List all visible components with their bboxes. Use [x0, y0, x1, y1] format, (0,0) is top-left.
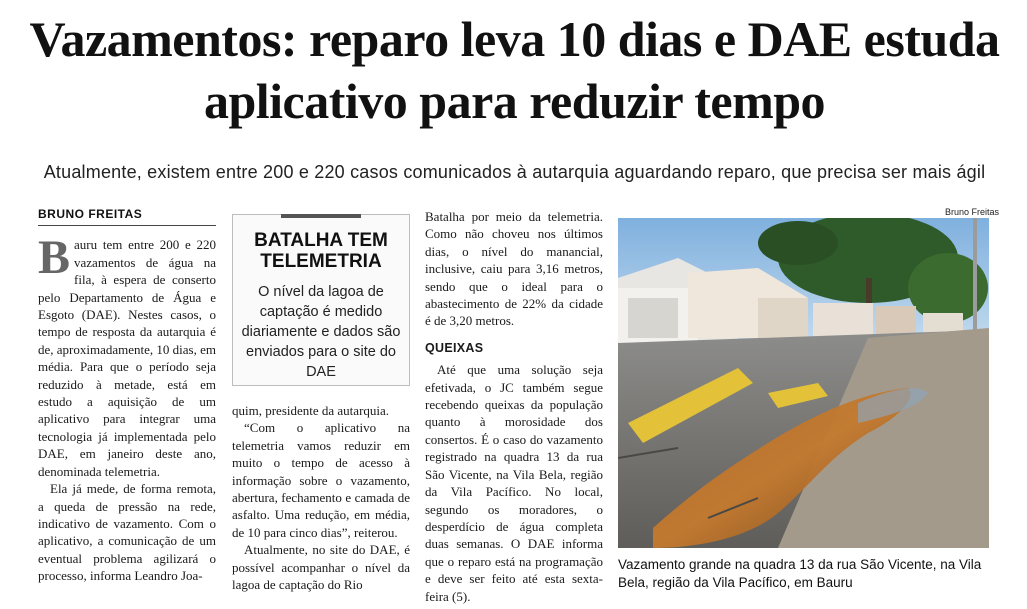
box-top-bar — [281, 214, 361, 218]
drop-cap: B — [38, 231, 71, 285]
article-column-2 — [232, 402, 410, 593]
byline: BRUNO FREITAS — [38, 206, 216, 226]
article-column-1 — [38, 206, 216, 585]
article-photo — [618, 218, 989, 548]
paragraph: Ela já mede, de forma remota, a queda de pressão na rede, indicativo de vazamento. Com o aplicativo, a comunicação de um eventual problema agilizará o processo, informa Leandro Joa- — [38, 481, 216, 584]
paragraph: Batalha por meio da telemetria. Como não choveu nos últimos dias, o nível do manancial, inclusive, caiu para 3,16 metros, sendo que o ideal para o abastecimento de 22% da cidade é de 3,20 metros. — [425, 209, 603, 329]
photo-caption: Vazamento grande na quadra 13 da rua São Vicente, na Vila Bela, região da Vila Pacífico, em Bauru — [618, 557, 982, 590]
section-heading: QUEIXAS — [425, 340, 484, 355]
headline: Vazamentos: reparo leva 10 dias e DAE estuda aplicativo para reduzir tempo — [29, 11, 1000, 129]
sidebar-box — [232, 214, 410, 386]
photo-credit: Bruno Freitas — [945, 207, 1000, 217]
street-leak-illustration — [618, 218, 989, 548]
paragraph: Até que uma solução seja efetivada, o JC também segue recebendo queixas da população quanto à morosidade dos consertos. É o caso do vazamento registrado na quadra 13 da rua São Vicente, na Vila Bela, região da Vila Pacífico. No local, segundo os moradores, o desperdício de água completa duas semanas. O DAE informa que o reparo está na programação e deve ser feito até esta sexta-feira (5). — [425, 362, 603, 604]
paragraph: quim, presidente da autarquia. — [232, 403, 390, 418]
box-title: BATALHA TEM TELEMETRIA — [254, 230, 388, 272]
article-column-3 — [425, 208, 603, 605]
subheadline: Atualmente, existem entre 200 e 220 casos comunicados à autarquia aguardando reparo, que precisa ser mais ágil — [43, 162, 986, 182]
paragraph: Bauru tem entre 200 e 220 vazamentos de água na fila, à espera de conserto pelo Departamento de Água e Esgoto (DAE). Nestes casos, o tempo de resposta da autarquia é de, aproximadamente, 10 dias, em média. Para que o período seja reduzido à metade, está em estudo a aquisição de um aplicativo para integrar uma tecnologia já implementada pelo DAE, em janeiro deste ano, denominada telemetria. — [38, 231, 216, 479]
box-text: O nível da lagoa de captação é medido diariamente e dados são enviados para o site do DAE — [241, 284, 401, 380]
paragraph: Atualmente, no site do DAE, é possível acompanhar o nível da lagoa de captação do Rio — [232, 542, 410, 593]
paragraph: “Com o aplicativo na telemetria vamos reduzir em muito o tempo de acesso à informação sobre o vazamento, abertura, fechamento e camada de asfalto. Uma redução, em média, de 10 para cinco dias”, reiterou. — [232, 420, 410, 540]
